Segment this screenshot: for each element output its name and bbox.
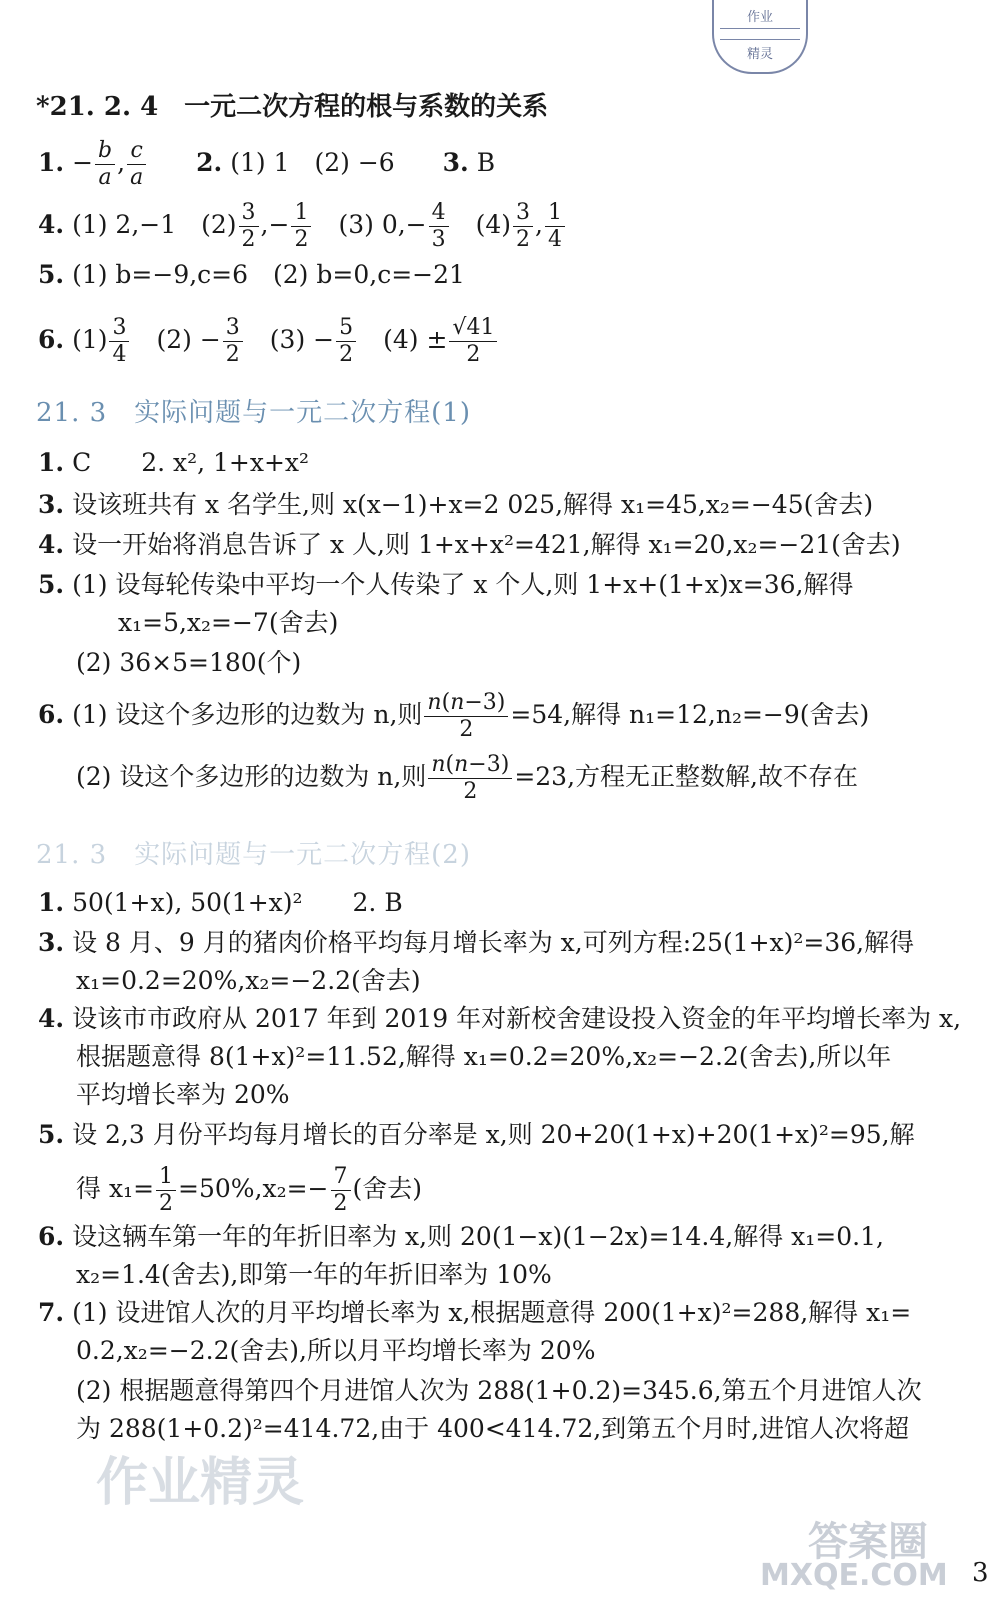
watermark-url: MXQE.COM — [760, 1558, 948, 1593]
answer-6-formula: (1) $\frac{3}{4}$ (2) − $\frac{3}{2}$ (3) − $\frac{5}{2}$ (4) ± $\frac{√41}{2}$ — [72, 325, 499, 354]
section-title-21-2-4: *21. 2. 4 一元二次方程的根与系数的关系 — [36, 92, 549, 122]
s3-line-4b: 根据题意得 8(1+x)²=11.52,解得 x₁=0.2=20%,x₂=−2.2(舍去),所以年 — [76, 1042, 892, 1071]
q-number: 4. — [38, 210, 65, 239]
q-number: 2. — [196, 148, 223, 177]
answer-6-row — [38, 315, 499, 368]
stamp-logo — [712, 0, 808, 74]
q-number: 1. — [38, 148, 65, 177]
q-number: 3. — [442, 148, 469, 177]
answer-4-row — [38, 200, 567, 253]
s2-line-6b: (2) 设这个多边形的边数为 n,则 $\frac{n(n-3)}{2}$ =23,方程无正整数解,故不存在 — [76, 752, 858, 804]
answer-2: (1) 1 (2) −6 — [230, 148, 395, 177]
answer-4-formula: (1) 2,−1 (2) $\frac{3}{2}$ ,− $\frac{1}{2}$ (3) 0,− $\frac{4}{3}$ (4) $\frac{3}{2}$ , $\frac{1}{4}$ — [72, 210, 567, 239]
answer-1-row — [38, 138, 495, 191]
s3-line-5a: 5. 设 2,3 月份平均每月增长的百分率是 x,则 20+20(1+x)+20(1+x)²=95,解 — [38, 1120, 915, 1149]
s3-line-1: 1. 50(1+x), 50(1+x)² 2. B — [38, 888, 403, 917]
s3-line-4a: 4. 设该市市政府从 2017 年到 2019 年对新校舍建设投入资金的年平均增长率为 x, — [38, 1004, 962, 1033]
s3-line-7a: 7. (1) 设进馆人次的月平均增长率为 x,根据题意得 200(1+x)²=288,解得 x₁= — [38, 1298, 912, 1327]
s3-line-3b: x₁=0.2=20%,x₂=−2.2(舍去) — [76, 966, 421, 995]
s2-line-5c: (2) 36×5=180(个) — [76, 648, 302, 677]
s3-line-6b: x₂=1.4(舍去),即第一年的年折旧率为 10% — [76, 1260, 552, 1289]
page-number: 3 — [972, 1558, 989, 1588]
s2-line-3: 3. 设该班共有 x 名学生,则 x(x−1)+x=2 025,解得 x₁=45,x₂=−45(舍去) — [38, 490, 874, 519]
watermark-bottom-right: 答案圈 — [808, 1519, 928, 1565]
q-number: 6. — [38, 325, 65, 354]
section-title-21-3-2: 21. 3 实际问题与一元二次方程(2) — [36, 840, 471, 870]
s3-line-7d: 为 288(1+0.2)²=414.72,由于 400<414.72,到第五个月时,进馆人次将超 — [76, 1414, 910, 1443]
section-title-21-3-1: 21. 3 实际问题与一元二次方程(1) — [36, 398, 471, 428]
stamp-text-3: 精灵 — [746, 47, 773, 62]
s3-line-3a: 3. 设 8 月、9 月的猪肉价格平均每月增长率为 x,可列方程:25(1+x)²=36,解得 — [38, 928, 915, 957]
s2-line-6a: 6. (1) 设这个多边形的边数为 n,则 $\frac{n(n-3)}{2}$ =54,解得 n₁=12,n₂=−9(舍去) — [38, 690, 870, 742]
s2-line-1: 1. C 2. x², 1+x+x² — [38, 448, 310, 477]
watermark-bottom-left: 作业精灵 — [96, 1453, 305, 1513]
s3-line-5b: 得 x₁= $\frac{1}{2}$ =50%,x₂=− $\frac{7}{2}$ (舍去) — [76, 1164, 423, 1216]
answer-3: B — [476, 148, 496, 177]
s2-line-4: 4. 设一开始将消息告诉了 x 人,则 1+x+x²=421,解得 x₁=20,x₂=−21(舍去) — [38, 530, 901, 559]
s3-line-4c: 平均增长率为 20% — [76, 1080, 290, 1109]
s3-line-7c: (2) 根据题意得第四个月进馆人次为 288(1+0.2)=345.6,第五个月进馆人次 — [76, 1376, 922, 1405]
stamp-band — [720, 28, 800, 40]
s2-line-5b: x₁=5,x₂=−7(舍去) — [118, 608, 339, 637]
s2-line-5a: 5. (1) 设每轮传染中平均一个人传染了 x 个人,则 1+x+(1+x)x=36,解得 — [38, 570, 854, 599]
q-number: 5. — [38, 260, 65, 289]
s3-line-6a: 6. 设这辆车第一年的年折旧率为 x,则 20(1−x)(1−2x)=14.4,解得 x₁=0.1, — [38, 1222, 884, 1251]
answer-5-row — [38, 260, 465, 290]
s3-line-7b: 0.2,x₂=−2.2(舍去),所以月平均增长率为 20% — [76, 1336, 596, 1365]
stamp-text-1: 作业 — [746, 10, 773, 25]
answer-1-formula: − $\frac{b}{a}$ , $\frac{c}{a}$ — [72, 148, 148, 177]
answer-5: (1) b=−9,c=6 (2) b=0,c=−21 — [72, 260, 465, 289]
